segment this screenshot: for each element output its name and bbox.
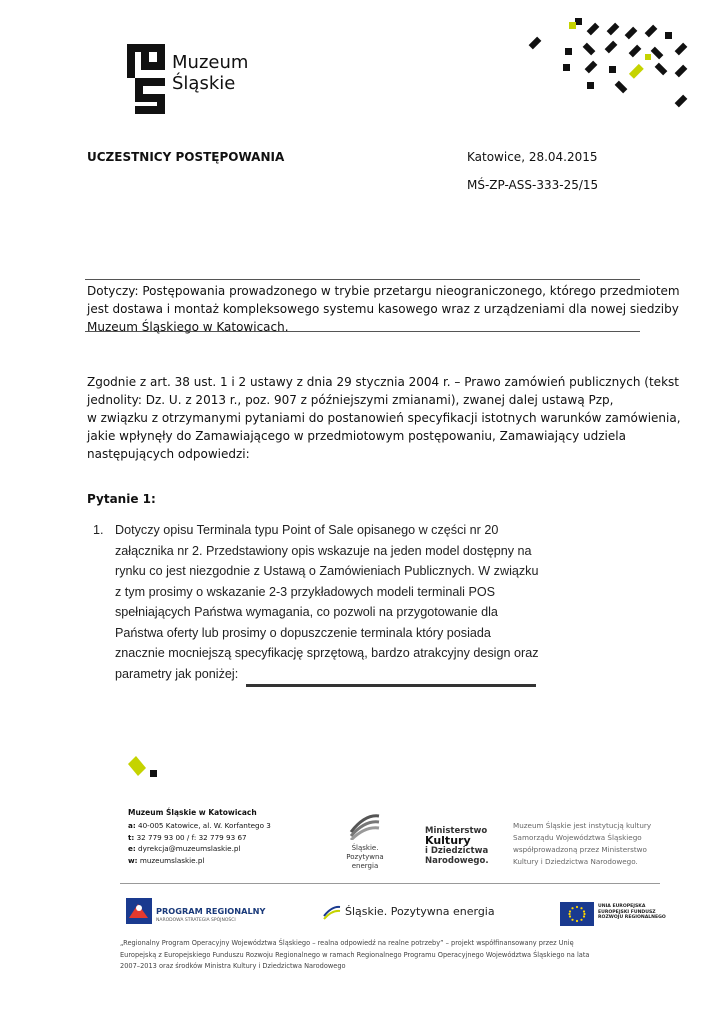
question-line: znacznie mocniejszą specyfikację sprzętową, bardzo atrakcyjny design oraz: [115, 646, 539, 660]
question-line: parametry jak poniżej:: [115, 666, 239, 681]
question-body: [115, 520, 555, 684]
program-regionalny-icon: [126, 898, 152, 924]
slaskie-small-icon: [322, 904, 342, 920]
footer-museum-name: Muzeum Śląskie w Katowicach: [128, 808, 257, 817]
intro-line: w związku z otrzymanymi pytaniami do postanowień specyfikacji istotnych warunków zamówienia,: [87, 411, 681, 425]
ministry-logo: Ministerstwo Kultury i Dziedzictwa Narodowego.: [425, 826, 489, 866]
contact-phone: t: 32 779 93 00 / f: 32 779 93 67: [128, 832, 247, 842]
eu-flag-icon: [560, 902, 594, 926]
subject-block: [87, 282, 680, 336]
question-line: rynku co jest niezgodnie z Ustawą o Zamówieniach Publicznych. W związku: [115, 564, 539, 578]
contact-email: e: dyrekcja@muzeumslaskie.pl: [128, 844, 241, 854]
reference-number: MŚ-ZP-ASS-333-25/15: [467, 178, 599, 192]
scan-underline: [246, 684, 536, 687]
question-line: załącznika nr 2. Przedstawiony opis wskazuje na jeden model dostępny na: [115, 543, 532, 558]
intro-line: jakie wpłynęły do Zamawiającego w przedmiotowym postępowaniu, Zamawiający udziela: [87, 429, 626, 443]
eu-text: UNIA EUROPEJSKA EUROPEJSKI FUNDUSZ ROZWOJU REGIONALNEGO: [598, 904, 666, 921]
intro-paragraph: [87, 373, 681, 463]
footer-mark-icon: [128, 756, 160, 780]
museum-logo-icon: [127, 44, 165, 114]
recipients-heading: UCZESTNICY POSTĘPOWANIA: [87, 150, 285, 164]
contact-address: a: 40-005 Katowice, al. W. Korfantego 3: [128, 821, 271, 830]
subject-top-rule: [85, 279, 640, 280]
question-line: Państwa oferty lub prosimy o dopuszczenie terminala który posiada: [115, 625, 491, 640]
institution-statement: Muzeum Śląskie jest instytucją kultury Samorządu Województwa Śląskiego współprowadzoną przez Ministerstwo Kultury i Dziedzictwa Narodowego.: [513, 821, 652, 866]
question-line: Dotyczy opisu Terminala typu Point of Sale opisanego w części nr 20: [115, 523, 499, 537]
footer-contact: [128, 820, 271, 866]
footer-rule: [120, 883, 660, 884]
program-regionalny-title: PROGRAM REGIONALNY: [156, 906, 266, 916]
subject-line: Muzeum Śląskiego w Katowicach.: [87, 320, 289, 334]
question-number: 1.: [93, 523, 104, 537]
subject-bottom-rule: [85, 331, 640, 332]
contact-website: w: muzeumslaskie.pl: [128, 855, 205, 865]
intro-line: następujących odpowiedzi:: [87, 447, 250, 461]
funding-statement: „Regionalny Program Operacyjny Województwa Śląskiego – realna odpowiedź na realne potrzeby” – projekt współfinansowany przez Unię Europejską z Europejskiego Funduszu Rozwoju Regionalnego w ramach Regionalnego Programu Operacyjnego Województwa Śląskiego na lata 2007–2013 oraz środków Ministra Kultury i Dziedzictwa Narodowego: [120, 939, 590, 971]
slaskie-logo: Śląskie. Pozytywna energia: [335, 810, 395, 868]
subject-line: jest dostawa i montaż kompleksowego systemu kasowego wraz z urządzeniami dla nowej siedziby: [87, 302, 679, 316]
museum-logo-text: Muzeum Śląskie: [172, 52, 249, 94]
intro-line: Zgodnie z art. 38 ust. 1 i 2 ustawy z dnia 29 stycznia 2004 r. – Prawo zamówień publicznych (tekst: [87, 375, 679, 389]
decorative-pattern-icon: [525, 18, 700, 118]
question-line: z tym prosimy o wskazanie 2-3 przykładowych modeli terminali POS: [115, 584, 496, 599]
place-date: Katowice, 28.04.2015: [467, 150, 598, 164]
subject-line: Dotyczy: Postępowania prowadzonego w trybie przetargu nieograniczonego, którego przedmiotem: [87, 284, 680, 298]
question-line: spełniających Państwa wymagania, co pozwoli na przygotowanie dla: [115, 605, 498, 619]
intro-line: jednolity: Dz. U. z 2013 r., poz. 907 z późniejszymi zmianami), zwanej dalej ustawą Pzp,: [87, 393, 614, 407]
slaskie-waves-icon: [347, 810, 383, 840]
slaskie-energy-text: Śląskie. Pozytywna energia: [345, 905, 495, 918]
program-regionalny-subtitle: NARODOWA STRATEGIA SPÓJNOŚCI: [156, 918, 236, 923]
question-label: Pytanie 1:: [87, 492, 156, 506]
